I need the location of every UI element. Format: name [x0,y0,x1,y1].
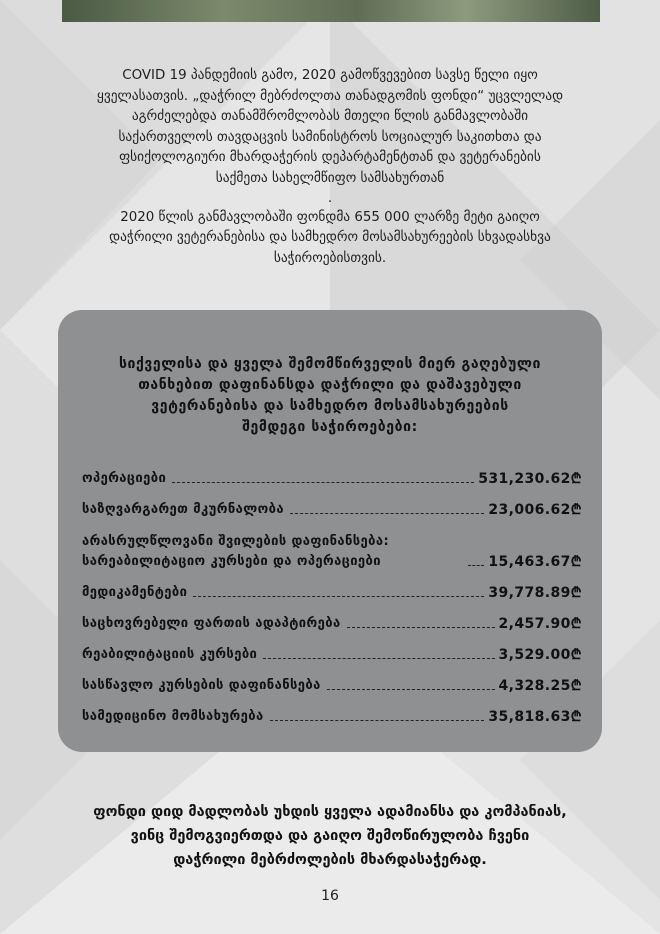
funding-row [82,572,582,603]
funding-amount: 4,328.25₾ [498,678,582,694]
funding-label: ოპერაციები [82,471,167,486]
top-photo-strip [62,0,600,22]
funding-label: რეაბილიტაციის კურსები [82,647,258,662]
thanks-line: ვინც შემოგვიერთდა და გაიღო შემოწირულობა ჩვენი [130,828,530,844]
thanks-text [40,800,620,872]
funding-label: არასრულწლოვანი შვილების დაფინანსება: სარეაბილიტაციო კურსები და ოპერაციები [82,534,390,569]
panel-title-line: შემდეგი საჭიროებები: [242,419,418,435]
dotted-leader [327,689,495,690]
funding-amount: 15,463.67₾ [488,554,582,570]
intro-line: საქმეთა სახელმწიფო სამსახურთან [215,170,445,186]
intro-line: ყველასათვის. „დაჭრილ მებრძოლთა თანადგომის ფონდი“ უცვლელად [96,88,564,104]
dotted-leader [468,565,484,566]
funding-amount: 39,778.89₾ [488,585,582,601]
funding-panel [58,310,602,752]
dotted-leader [263,658,494,659]
funding-row [82,520,582,572]
dotted-leader [290,513,484,514]
panel-title-line: ვეტერანებისა და სამხედრო მოსამსახურეების [151,398,509,414]
panel-title [78,354,582,438]
funding-row [82,696,582,727]
panel-title-line: სიქველისა და ყველა შემომწირველის მიერ გაღებული [118,356,542,372]
funding-amount: 23,006.62₾ [488,502,582,518]
funding-label: სამედიცინო მომსახურება [82,709,264,724]
funding-row [82,603,582,634]
thanks-line: დაჭრილი მებრძოლების მხარდასაჭერად. [173,852,487,868]
funding-row [82,634,582,665]
funding-row [82,665,582,696]
intro-line: საჭიროებისთვის. [273,250,387,266]
intro-line: 2020 წლის განმავლობაში ფონდმა 655 000 ლარზე მეტი გაიღო [120,209,540,225]
intro-line: დაჭრილი ვეტერანებისა და სამხედრო მოსამსახურეების სხვადასხვა [109,230,551,246]
dotted-leader [172,482,474,483]
intro-text [60,66,600,269]
page-number: 16 [321,888,339,904]
funding-label: სასწავლო კურსების დაფინანსება [82,678,321,693]
dotted-leader [270,720,485,721]
funding-row [82,489,582,520]
panel-title-line: თანხებით დაფინანსდა დაჭრილი და დაშავებული [138,377,522,393]
funding-amount: 2,457.90₾ [498,616,582,632]
thanks-line: ფონდი დიდ მადლობას უხდის ყველა ადამიანსა და კომპანიას, [93,804,567,820]
funding-amount: 3,529.00₾ [498,647,582,663]
funding-amount: 531,230.62₾ [478,471,582,487]
funding-list [82,458,582,727]
intro-line: აგრძელებდა თანამშრომლობას მთელი წლის განმავლობაში [131,109,529,125]
funding-amount: 35,818.63₾ [488,709,582,725]
funding-label: საზღვარგარეთ მკურნალობა [82,502,284,517]
intro-line: საქართველოს თავდაცვის სამინისტროს სოციალურ საკითხთა და [118,129,542,145]
dotted-leader [347,627,495,628]
funding-label: მედიკამენტები [82,585,188,600]
funding-row [82,458,582,489]
dotted-leader [193,596,484,597]
intro-line: ფსიქოლოგიური მხარდაჭერის დეპარტამენტთან და ვეტერანების [119,150,541,166]
intro-dot: . [327,190,333,206]
intro-line: COVID 19 პანდემიის გამო, 2020 გამოწვევებით სავსე წელი იყო [122,68,538,83]
funding-label: საცხოვრებელი ფართის ადაპტირება [82,616,341,631]
